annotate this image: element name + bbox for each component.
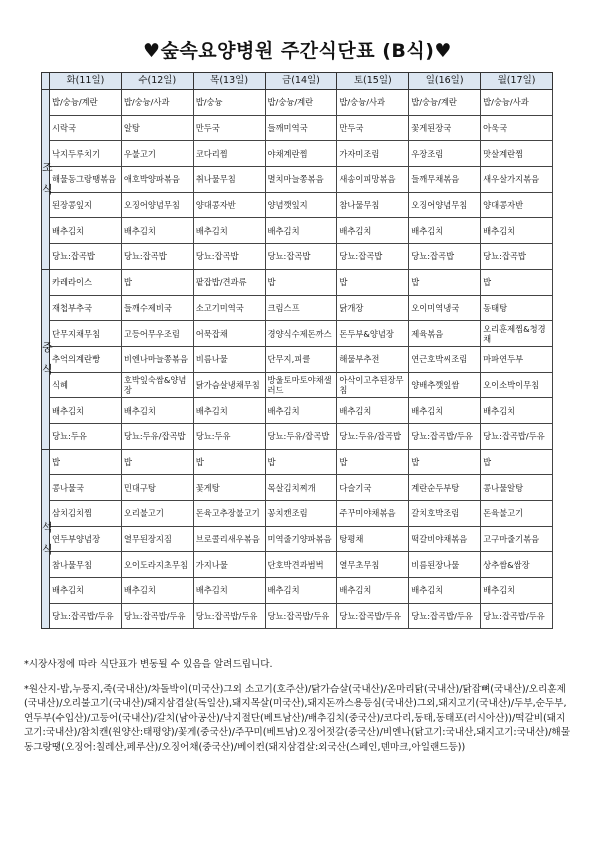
menu-cell: 밥 [50, 449, 122, 475]
menu-row [42, 449, 553, 475]
menu-cell: 배추김치 [121, 218, 193, 244]
menu-cell: 연두부양념장 [50, 526, 122, 552]
menu-cell: 추억의계란빵 [50, 346, 122, 372]
menu-cell: 식혜 [50, 372, 122, 398]
menu-cell: 만두국 [337, 115, 409, 141]
menu-cell: 야채계란찜 [265, 141, 337, 167]
menu-cell: 당뇨:잡곡밥/두유 [409, 423, 481, 449]
menu-cell: 밥 [409, 449, 481, 475]
menu-cell: 상추쌈&쌈장 [481, 552, 553, 578]
menu-cell: 미역줄기양파볶음 [265, 526, 337, 552]
menu-cell: 새송이피망볶음 [337, 167, 409, 193]
menu-cell: 낙지두루치기 [50, 141, 122, 167]
menu-cell: 배추김치 [50, 398, 122, 424]
menu-cell: 참나물무침 [337, 192, 409, 218]
menu-cell: 된장콩잎지 [50, 192, 122, 218]
menu-cell: 밥 [337, 269, 409, 295]
menu-cell: 당뇨:두유 [193, 423, 265, 449]
menu-cell: 오이도라지초무침 [121, 552, 193, 578]
menu-cell: 아삭이고추된장무침 [337, 372, 409, 398]
menu-cell: 배추김치 [481, 218, 553, 244]
menu-cell: 밥/숭늉 [193, 90, 265, 116]
menu-cell: 배추김치 [409, 578, 481, 604]
menu-change-notice: *시장사정에 따라 식단표가 변동될 수 있음을 알려드립니다. [24, 659, 273, 670]
menu-cell: 당뇨:잡곡밥/두유 [481, 423, 553, 449]
menu-cell: 배추김치 [337, 398, 409, 424]
menu-cell: 콩나물알탕 [481, 475, 553, 501]
menu-cell: 경양식수제돈까스 [265, 321, 337, 347]
menu-row [42, 218, 553, 244]
menu-cell: 배추김치 [265, 218, 337, 244]
weekly-menu-table [41, 72, 553, 629]
menu-cell: 배추김치 [481, 398, 553, 424]
menu-cell: 밥 [409, 269, 481, 295]
menu-cell: 돈두부&양념장 [337, 321, 409, 347]
day-header: 월(17일) [481, 73, 553, 90]
menu-cell: 양대콩자반 [481, 192, 553, 218]
menu-cell: 우불고기 [121, 141, 193, 167]
menu-row [42, 167, 553, 193]
menu-cell: 배추김치 [50, 578, 122, 604]
menu-cell: 밥/숭늉/계란 [50, 90, 122, 116]
menu-cell: 만두국 [193, 115, 265, 141]
menu-cell: 크림스프 [265, 295, 337, 321]
menu-cell: 밥 [121, 449, 193, 475]
day-header: 일(16일) [409, 73, 481, 90]
menu-cell: 배추김치 [409, 398, 481, 424]
menu-row [42, 475, 553, 501]
menu-cell: 탕평채 [337, 526, 409, 552]
menu-cell: 당뇨:잡곡밥/두유 [121, 603, 193, 629]
menu-cell: 당뇨:잡곡밥/두유 [409, 603, 481, 629]
menu-cell: 카레라이스 [50, 269, 122, 295]
menu-cell: 계란순두부탕 [409, 475, 481, 501]
menu-cell: 돈육불고기 [481, 501, 553, 527]
menu-row [42, 526, 553, 552]
menu-cell: 당뇨:잡곡밥 [481, 244, 553, 270]
day-header-row [42, 73, 553, 90]
menu-cell: 배추김치 [193, 578, 265, 604]
menu-cell: 당뇨:잡곡밥 [50, 244, 122, 270]
menu-row [42, 603, 553, 629]
menu-cell: 배추김치 [193, 218, 265, 244]
menu-cell: 꽃게탕 [193, 475, 265, 501]
menu-cell: 닭개장 [337, 295, 409, 321]
menu-cell: 코다리찜 [193, 141, 265, 167]
menu-cell: 고구마줄기볶음 [481, 526, 553, 552]
menu-cell: 배추김치 [409, 218, 481, 244]
menu-cell: 제육볶음 [409, 321, 481, 347]
menu-cell: 새우살가지볶음 [481, 167, 553, 193]
menu-cell: 밥/숭늉/계란 [409, 90, 481, 116]
menu-cell: 밥/숭늉/사과 [337, 90, 409, 116]
menu-cell: 배추김치 [337, 218, 409, 244]
menu-cell: 소고기미역국 [193, 295, 265, 321]
menu-cell: 브로콜리새우볶음 [193, 526, 265, 552]
menu-cell: 열무초무침 [337, 552, 409, 578]
menu-cell: 당뇨:잡곡밥 [121, 244, 193, 270]
menu-cell: 밥 [121, 269, 193, 295]
menu-row [42, 423, 553, 449]
menu-cell: 해물동그랑땡볶음 [50, 167, 122, 193]
menu-cell: 배추김치 [121, 398, 193, 424]
corner-cell [42, 73, 50, 90]
menu-cell: 비름나물 [193, 346, 265, 372]
menu-cell: 취나물무침 [193, 167, 265, 193]
meal-section-label: 중 식 [42, 269, 50, 449]
menu-cell: 삼치김치찜 [50, 501, 122, 527]
menu-cell: 꽃게된장국 [409, 115, 481, 141]
menu-row [42, 552, 553, 578]
menu-cell: 배추김치 [337, 578, 409, 604]
menu-cell: 비름된장나물 [409, 552, 481, 578]
menu-cell: 양념깻잎지 [265, 192, 337, 218]
menu-cell: 콩나물국 [50, 475, 122, 501]
menu-cell: 시락국 [50, 115, 122, 141]
day-header: 금(14일) [265, 73, 337, 90]
menu-cell: 당뇨:잡곡밥/두유 [50, 603, 122, 629]
menu-cell: 오이미역냉국 [409, 295, 481, 321]
menu-cell: 멸치마늘쫑볶음 [265, 167, 337, 193]
menu-cell: 연근호박씨조림 [409, 346, 481, 372]
menu-row [42, 372, 553, 398]
menu-cell: 당뇨:잡곡밥/두유 [265, 603, 337, 629]
menu-cell: 방울토마토야채샐러드 [265, 372, 337, 398]
menu-cell: 오이소박이무침 [481, 372, 553, 398]
menu-cell: 배추김치 [193, 398, 265, 424]
menu-row [42, 192, 553, 218]
menu-cell: 들깨수제비국 [121, 295, 193, 321]
menu-row [42, 398, 553, 424]
menu-cell: 오징어양념무침 [121, 192, 193, 218]
menu-cell: 밥 [265, 269, 337, 295]
menu-cell: 양배추깻잎쌈 [409, 372, 481, 398]
menu-cell: 밥 [481, 449, 553, 475]
menu-cell: 어묵잡채 [193, 321, 265, 347]
menu-cell: 당뇨:잡곡밥/두유 [337, 603, 409, 629]
menu-cell: 떡갈비야채볶음 [409, 526, 481, 552]
origin-notice: *원산지-밥,누룽지,죽(국내산)/차돌박이(미국산)그외 소고기(호주산)/닭가슴살(국내산)/온마리닭(국내산)/닭잡뼈(국내산)/오리훈제(국내산)/오리불고기(국내산)/돼지삼겹살(독일산),돼지목살(미국산),돼지돈까스용등심(국내산)그외,돼지고기(국내산)/두부,순두부,연두부(수입산)/고등어(국내산)/갈치(남아공산)/낙지절단(베트남산)/배추김치(중국산)/코다리,동태,동태포(러시아산))/떡갈비(돼지고기:국내산)/참치캔(원양산:태평양)/꽃게(중국산)/주꾸미(베트남)오징어젓갈(중국산)/비엔나(닭고기:국내산,돼지고기:국내산)/해물동그랑땡(오징어:칠레산,페루산)/오징어채(중국산)/베이컨(돼지삼겹살:외국산(스페인,덴마크,아일랜드등)) [24, 684, 570, 753]
menu-cell: 목살김치찌개 [265, 475, 337, 501]
menu-cell: 배추김치 [50, 218, 122, 244]
menu-cell: 밥/숭늉/계란 [265, 90, 337, 116]
menu-cell: 당뇨:잡곡밥/두유 [193, 603, 265, 629]
menu-cell: 동태탕 [481, 295, 553, 321]
menu-row [42, 269, 553, 295]
menu-cell: 양대콩자반 [193, 192, 265, 218]
menu-cell: 당뇨:잡곡밥 [409, 244, 481, 270]
menu-cell: 단호박견과범벅 [265, 552, 337, 578]
day-header: 수(12일) [121, 73, 193, 90]
menu-cell: 애호박양파볶음 [121, 167, 193, 193]
menu-cell: 밥 [193, 449, 265, 475]
menu-cell: 당뇨:두유/잡곡밥 [121, 423, 193, 449]
menu-cell: 참나물무침 [50, 552, 122, 578]
menu-cell: 가자미조림 [337, 141, 409, 167]
menu-cell: 마파연두부 [481, 346, 553, 372]
menu-row [42, 321, 553, 347]
menu-row [42, 90, 553, 116]
menu-cell: 들깨미역국 [265, 115, 337, 141]
menu-row [42, 115, 553, 141]
menu-cell: 당뇨:잡곡밥 [265, 244, 337, 270]
menu-row [42, 501, 553, 527]
menu-cell: 당뇨:잡곡밥 [337, 244, 409, 270]
menu-cell: 꽁치캔조림 [265, 501, 337, 527]
menu-cell: 밥 [481, 269, 553, 295]
menu-cell: 알탕 [121, 115, 193, 141]
menu-cell: 단무지채무침 [50, 321, 122, 347]
menu-cell: 팥잡밥/견과류 [193, 269, 265, 295]
meal-section-label: 석 식 [42, 449, 50, 629]
menu-cell: 당뇨:두유/잡곡밥 [337, 423, 409, 449]
menu-cell: 배추김치 [265, 578, 337, 604]
menu-cell: 들깨무채볶음 [409, 167, 481, 193]
day-header: 화(11일) [50, 73, 122, 90]
menu-cell: 당뇨:두유/잡곡밥 [265, 423, 337, 449]
page-title: ♥숲속요양병원 주간식단표 (B식)♥ [143, 40, 452, 62]
menu-cell: 밥 [337, 449, 409, 475]
menu-row [42, 295, 553, 321]
menu-cell: 밥/숭늉/사과 [481, 90, 553, 116]
menu-cell: 돈육고추장불고기 [193, 501, 265, 527]
menu-cell: 배추김치 [265, 398, 337, 424]
menu-cell: 오리훈제찜&청경채 [481, 321, 553, 347]
menu-cell: 민대구탕 [121, 475, 193, 501]
menu-cell: 당뇨:잡곡밥 [193, 244, 265, 270]
menu-row [42, 244, 553, 270]
menu-cell: 다슬기국 [337, 475, 409, 501]
day-header: 목(13일) [193, 73, 265, 90]
menu-cell: 가지나물 [193, 552, 265, 578]
menu-cell: 아욱국 [481, 115, 553, 141]
menu-cell: 우장조림 [409, 141, 481, 167]
day-header: 토(15일) [337, 73, 409, 90]
menu-cell: 고등어무우조림 [121, 321, 193, 347]
menu-cell: 비엔나마늘쫑볶음 [121, 346, 193, 372]
menu-cell: 단무지,피클 [265, 346, 337, 372]
menu-row [42, 578, 553, 604]
menu-cell: 배추김치 [121, 578, 193, 604]
menu-cell: 오리불고기 [121, 501, 193, 527]
menu-cell: 당뇨:잡곡밥/두유 [481, 603, 553, 629]
menu-cell: 닭가슴살냉채무침 [193, 372, 265, 398]
menu-row [42, 141, 553, 167]
meal-section-label: 조 식 [42, 90, 50, 270]
menu-cell: 열무된장지짐 [121, 526, 193, 552]
menu-cell: 배추김치 [481, 578, 553, 604]
menu-cell: 호박잎숙쌈&양념장 [121, 372, 193, 398]
menu-cell: 해물부추전 [337, 346, 409, 372]
menu-body [42, 90, 553, 629]
menu-cell: 밥/숭늉/사과 [121, 90, 193, 116]
menu-cell: 주꾸미야채볶음 [337, 501, 409, 527]
menu-cell: 오징어양념무침 [409, 192, 481, 218]
menu-cell: 당뇨:두유 [50, 423, 122, 449]
menu-cell: 밥 [265, 449, 337, 475]
menu-cell: 맛살계란찜 [481, 141, 553, 167]
menu-cell: 재첩부추국 [50, 295, 122, 321]
menu-row [42, 346, 553, 372]
menu-cell: 갈치호박조림 [409, 501, 481, 527]
